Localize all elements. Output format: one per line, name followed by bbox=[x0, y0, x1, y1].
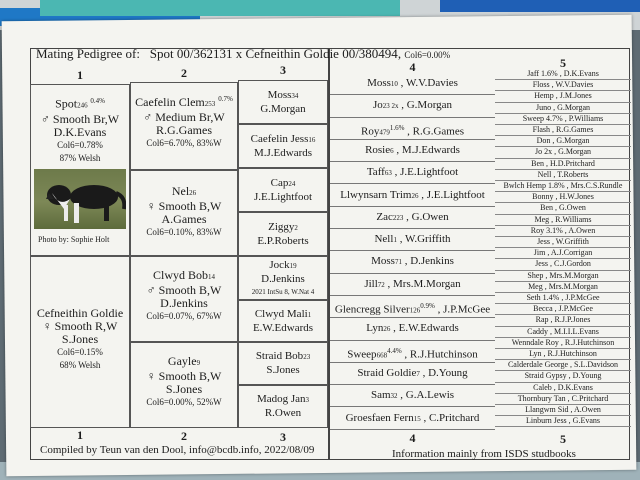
col4-dog-owner: , Mrs.M.Morgan bbox=[384, 277, 461, 290]
col5-row: Don , G.Morgan bbox=[495, 135, 631, 147]
sire-owner: D.K.Evans bbox=[53, 124, 107, 139]
col4-row bbox=[330, 117, 495, 140]
col4-dog-name: Zac bbox=[376, 210, 393, 223]
col5-row: Bwlch Hemp 1.8% , Mrs.C.S.Rundle bbox=[495, 180, 631, 192]
col-footer-5: 5 bbox=[560, 432, 566, 446]
col4-dog-sub: 223 bbox=[392, 213, 404, 222]
col4-row bbox=[330, 228, 495, 251]
title-prefix: Mating Pedigree of: bbox=[36, 46, 140, 61]
col4-dog-name: Sweep bbox=[347, 348, 377, 361]
col4-dog-owner: , G.Morgan bbox=[398, 99, 453, 112]
col5-row: Meg , Mrs.M.Morgan bbox=[495, 281, 631, 293]
col2-2-desc: ♀ Smooth B,W bbox=[146, 199, 222, 213]
col5-row: Sweep 4.7% , P.Williams bbox=[495, 113, 631, 125]
col4-row bbox=[330, 407, 495, 430]
col3-2-name: Caefelin Jess bbox=[250, 133, 309, 145]
col3-7-owner: S.Jones bbox=[266, 364, 300, 376]
col2-box-4 bbox=[130, 342, 238, 428]
col4-dog-sub: 668 bbox=[376, 351, 388, 360]
col5-row: Wenndale Roy , R.J.Hutchinson bbox=[495, 337, 631, 349]
sire-coi: Col6=0.78% bbox=[57, 139, 103, 150]
col4-dog-sub: 10 bbox=[390, 80, 398, 88]
col4-row bbox=[330, 206, 495, 229]
col4-dog-name: Glencregg Silver bbox=[334, 303, 410, 316]
col3-box-7 bbox=[238, 342, 328, 385]
col4-dog-owner: , G.A.Lewis bbox=[397, 389, 455, 402]
col2-2-sub: 26 bbox=[189, 189, 197, 197]
col5-row: Jess , W.Griffith bbox=[495, 236, 631, 248]
col3-4-name: Ziggy bbox=[268, 221, 295, 233]
col2-3-name: Clwyd Bob bbox=[152, 268, 208, 282]
col4-row bbox=[330, 161, 495, 184]
col5-row: Becca , J.P.McGee bbox=[495, 303, 631, 315]
col5-row: Jaff 1.6% , D.K.Evans bbox=[495, 68, 631, 80]
col3-8-owner: R.Owen bbox=[264, 407, 302, 419]
col5-row: Bonny , H.W.Jones bbox=[495, 191, 631, 203]
dam-coi: Col6=0.15% bbox=[57, 347, 103, 357]
col4-dog-sub: 7 bbox=[416, 369, 420, 378]
col2-3-desc: ♂ Smooth B,W bbox=[146, 283, 222, 297]
col3-5-note: 2021 IntSu 8, W.Nat 4 bbox=[251, 288, 315, 296]
col3-1-owner: G.Morgan bbox=[260, 103, 306, 115]
col4-dog-owner: , R.G.Games bbox=[404, 125, 464, 138]
col3-4-owner: E.P.Roberts bbox=[257, 235, 309, 247]
col5-row: Jim , A.J.Corrigan bbox=[495, 247, 631, 259]
col3-6-name: Clwyd Mali bbox=[254, 308, 308, 320]
col4-dog-name: Llwynsarn Trim bbox=[340, 188, 412, 201]
footer-compiled-by: Compiled by Teun van den Dool, info@bcdb.info, 2022/08/09 bbox=[40, 444, 315, 456]
col5-row: Seth 1.4% , J.P.McGee bbox=[495, 292, 631, 304]
col4-row bbox=[330, 94, 495, 117]
col5-row: Shep , Mrs.M.Morgan bbox=[495, 270, 631, 282]
col3-2-owner: M.J.Edwards bbox=[253, 147, 313, 159]
col4-row bbox=[330, 340, 495, 363]
col4-dog-pct: 1.6% bbox=[389, 123, 405, 132]
col4-dog-sub: 126 bbox=[409, 306, 421, 315]
col4-dog-name: Lyn bbox=[366, 322, 384, 335]
col2-4-sub: 9 bbox=[196, 359, 201, 367]
dam-desc: ♀ Smooth R,W bbox=[42, 319, 118, 333]
col3-3-sub: 24 bbox=[288, 180, 296, 188]
background-teal-tab bbox=[40, 0, 400, 16]
col4-dog-name: Roy bbox=[360, 125, 380, 138]
col4-dog-name: Nell bbox=[374, 233, 394, 246]
col5-row: Jess , C.J.Gordon bbox=[495, 258, 631, 270]
col-footer-2: 2 bbox=[181, 429, 187, 443]
col2-3-sub: 14 bbox=[208, 273, 215, 281]
footer-source: Information mainly from ISDS studbooks bbox=[392, 448, 576, 460]
col5-row: Caddy , M.I.I.L.Evans bbox=[495, 326, 631, 338]
col3-box-6 bbox=[238, 300, 328, 342]
col4-dog-sub: 6 bbox=[390, 146, 394, 155]
col2-1-owner: R.G.Games bbox=[156, 123, 212, 137]
col4-dog-owner: , D.Jenkins bbox=[401, 255, 454, 268]
col4-dog-name: Jill bbox=[364, 277, 378, 290]
col3-3-owner: J.E.Lightfoot bbox=[253, 191, 313, 203]
col2-3-coi: Col6=0.07%, 67%W bbox=[146, 311, 222, 321]
col4-dog-sub: 479 bbox=[379, 128, 390, 137]
col2-1-sub: 253 bbox=[204, 100, 216, 108]
col3-6-sub: 1 bbox=[307, 311, 312, 319]
col5-row: Llangwm Sid , A.Owen bbox=[495, 404, 631, 416]
dam-name: Cefneithin Goldie bbox=[36, 306, 124, 320]
col4-dog-pct: 4.4% bbox=[387, 346, 402, 355]
col5-row: Meg , R.Williams bbox=[495, 214, 631, 226]
col2-1-desc: ♂ Medium Br,W bbox=[143, 110, 225, 124]
col4-dog-name: Taff bbox=[366, 166, 385, 179]
col3-4-sub: 2 bbox=[294, 224, 298, 232]
col3-8-name: Madog Jan bbox=[256, 393, 306, 405]
col4-row bbox=[330, 273, 495, 296]
col2-4-owner: S.Jones bbox=[165, 382, 203, 396]
col4-row bbox=[330, 317, 495, 340]
col4-row bbox=[330, 139, 495, 162]
col4-row bbox=[330, 184, 495, 207]
col4-dog-owner: , D.Young bbox=[419, 366, 468, 379]
col-footer-4: 4 bbox=[409, 431, 416, 445]
col4-dog-name: Moss bbox=[367, 77, 391, 89]
col-header-2: 2 bbox=[181, 66, 187, 80]
col4-row bbox=[330, 72, 495, 95]
col5-row: Ben , H.D.Pritchard bbox=[495, 158, 631, 170]
col4-dog-owner: , C.Pritchard bbox=[420, 411, 480, 424]
col5-row: Flash , R.G.Games bbox=[495, 124, 631, 136]
col3-5-sub: 19 bbox=[289, 262, 297, 270]
col2-4-coi: Col6=0.00%, 52%W bbox=[146, 397, 222, 407]
col2-1-coi: Col6=6.70%, 83%W bbox=[146, 138, 222, 148]
col5-row: Hemp , J.M.Jones bbox=[495, 90, 631, 102]
col4-dog-sub: 32 bbox=[390, 392, 398, 401]
col4-dog-owner: , E.W.Edwards bbox=[390, 322, 459, 335]
col3-6-owner: E.W.Edwards bbox=[252, 322, 314, 334]
col4-dog-name: Straid Goldie bbox=[357, 366, 417, 379]
col-header-1: 1 bbox=[77, 68, 83, 82]
page-title: Mating Pedigree of: Spot 00/362131 x Cefneithin Goldie 00/380494, Col6=0.00% bbox=[36, 46, 451, 61]
dam-welsh: 68% Welsh bbox=[59, 360, 101, 370]
title-coi: Col6=0.00% bbox=[404, 50, 451, 60]
col-header-5: 5 bbox=[560, 56, 566, 70]
col2-4-name: Gayle bbox=[167, 354, 197, 368]
col4-dog-sub: 72 bbox=[377, 280, 385, 289]
col4-dog-owner: , J.E.Lightfoot bbox=[418, 188, 485, 201]
col5-row: Calderdale George , S.L.Davidson bbox=[495, 359, 631, 371]
photo-caption: Photo by: Sophie Holt bbox=[38, 235, 110, 244]
col4-row bbox=[330, 250, 495, 273]
col4-dog-sub: 63 bbox=[384, 169, 392, 178]
col4-dog-owner: , R.J.Hutchinson bbox=[401, 348, 478, 361]
col5-row: Caleb , D.K.Evans bbox=[495, 382, 631, 394]
col5-row: Floss , W.V.Davies bbox=[495, 79, 631, 91]
col2-2-name: Nel bbox=[171, 184, 190, 198]
col4-dog-sub: 26 bbox=[411, 191, 419, 200]
col3-box-2 bbox=[238, 124, 328, 168]
col1-dam-box bbox=[30, 256, 130, 428]
col5-row: Juno , G.Morgan bbox=[495, 102, 631, 114]
col3-3-name: Cap bbox=[270, 177, 289, 189]
col5-row: Nell , T.Roberts bbox=[495, 169, 631, 181]
col5-row: Ben , G.Owen bbox=[495, 202, 631, 214]
col5-row: Roy 3.1% , A.Owen bbox=[495, 225, 631, 237]
col4-dog-owner: , W.Griffith bbox=[396, 233, 451, 246]
col4-dog-owner: , W.V.Davies bbox=[397, 77, 458, 89]
col2-1-pct: 0.7% bbox=[218, 95, 233, 103]
col3-box-4 bbox=[238, 212, 328, 256]
col2-1-name: Caefelin Clem bbox=[135, 95, 205, 109]
col3-box-5 bbox=[238, 256, 328, 300]
title-pair: Spot 00/362131 x Cefneithin Goldie 00/380494 bbox=[149, 46, 398, 61]
col3-7-sub: 23 bbox=[303, 353, 311, 361]
col2-2-coi: Col6=0.10%, 83%W bbox=[146, 227, 222, 237]
col2-2-owner: A.Games bbox=[161, 212, 207, 226]
col5-row: Rap , R.J.P.Jones bbox=[495, 314, 631, 326]
sire-welsh: 87% Welsh bbox=[59, 152, 101, 163]
col3-box-1 bbox=[238, 80, 328, 124]
col5-row: Lyn , R.J.Hutchinson bbox=[495, 348, 631, 360]
col4-dog-sub: 26 bbox=[383, 325, 391, 334]
col5-row: Jo 2x , G.Morgan bbox=[495, 146, 631, 158]
background-blue-tab-right bbox=[440, 0, 640, 12]
col4-dog-name: Rosie bbox=[365, 143, 391, 156]
col-footer-1: 1 bbox=[77, 428, 83, 442]
sire-pct: 0.4% bbox=[90, 97, 105, 105]
col5-row: Thornbury Tan , C.Pritchard bbox=[495, 393, 631, 405]
col3-5-name: Jock bbox=[269, 259, 290, 271]
col4-dog-pct: 0.9% bbox=[420, 302, 435, 310]
col3-7-name: Straid Bob bbox=[255, 350, 304, 362]
sire-desc: ♂ Smooth Br,W bbox=[40, 111, 120, 126]
col2-box-1 bbox=[130, 82, 238, 170]
col2-box-3 bbox=[130, 256, 238, 342]
col-header-4: 4 bbox=[409, 60, 416, 74]
col2-4-desc: ♀ Smooth B,W bbox=[146, 369, 222, 383]
col2-3-owner: D.Jenkins bbox=[160, 296, 208, 310]
col4-row bbox=[330, 295, 495, 318]
col3-2-sub: 16 bbox=[308, 136, 316, 144]
sire-sub: 246 bbox=[77, 101, 88, 110]
col3-box-8 bbox=[238, 385, 328, 428]
col4-row bbox=[330, 384, 495, 407]
col3-1-sub: 34 bbox=[291, 92, 299, 100]
col4-row bbox=[330, 362, 495, 385]
col4-dog-sub: 71 bbox=[394, 258, 402, 267]
col4-dog-owner: , J.P.McGee bbox=[434, 303, 491, 316]
col4-dog-sub: 23 2x bbox=[382, 102, 399, 111]
col4-dog-name: Groesfaen Fern bbox=[345, 411, 414, 424]
col4-dog-owner: , M.J.Edwards bbox=[393, 143, 460, 156]
col-header-3: 3 bbox=[280, 63, 286, 77]
col4-dog-name: Jo bbox=[372, 99, 383, 112]
col3-1-name: Moss bbox=[267, 89, 292, 101]
col3-8-sub: 3 bbox=[305, 396, 310, 404]
col-footer-3: 3 bbox=[280, 430, 286, 444]
col5-row: Linburn Jess , G.Evans bbox=[495, 415, 631, 427]
dog-photo bbox=[34, 169, 126, 229]
col2-box-2 bbox=[130, 170, 238, 256]
col5-row: Straid Gypsy , D.Young bbox=[495, 370, 631, 382]
col4-dog-sub: 1 bbox=[393, 236, 397, 245]
col4-dog-name: Sam bbox=[370, 389, 391, 402]
col4-dog-sub: 15 bbox=[413, 414, 421, 423]
sire-name: Spot bbox=[55, 96, 78, 111]
col4-dog-owner: , J.E.Lightfoot bbox=[391, 166, 459, 179]
col3-5-owner: D.Jenkins bbox=[261, 273, 305, 285]
col4-dog-name: Moss bbox=[371, 255, 395, 268]
dam-owner: S.Jones bbox=[61, 332, 99, 346]
col4-dog-owner: , G.Owen bbox=[403, 210, 449, 223]
col3-box-3 bbox=[238, 168, 328, 212]
